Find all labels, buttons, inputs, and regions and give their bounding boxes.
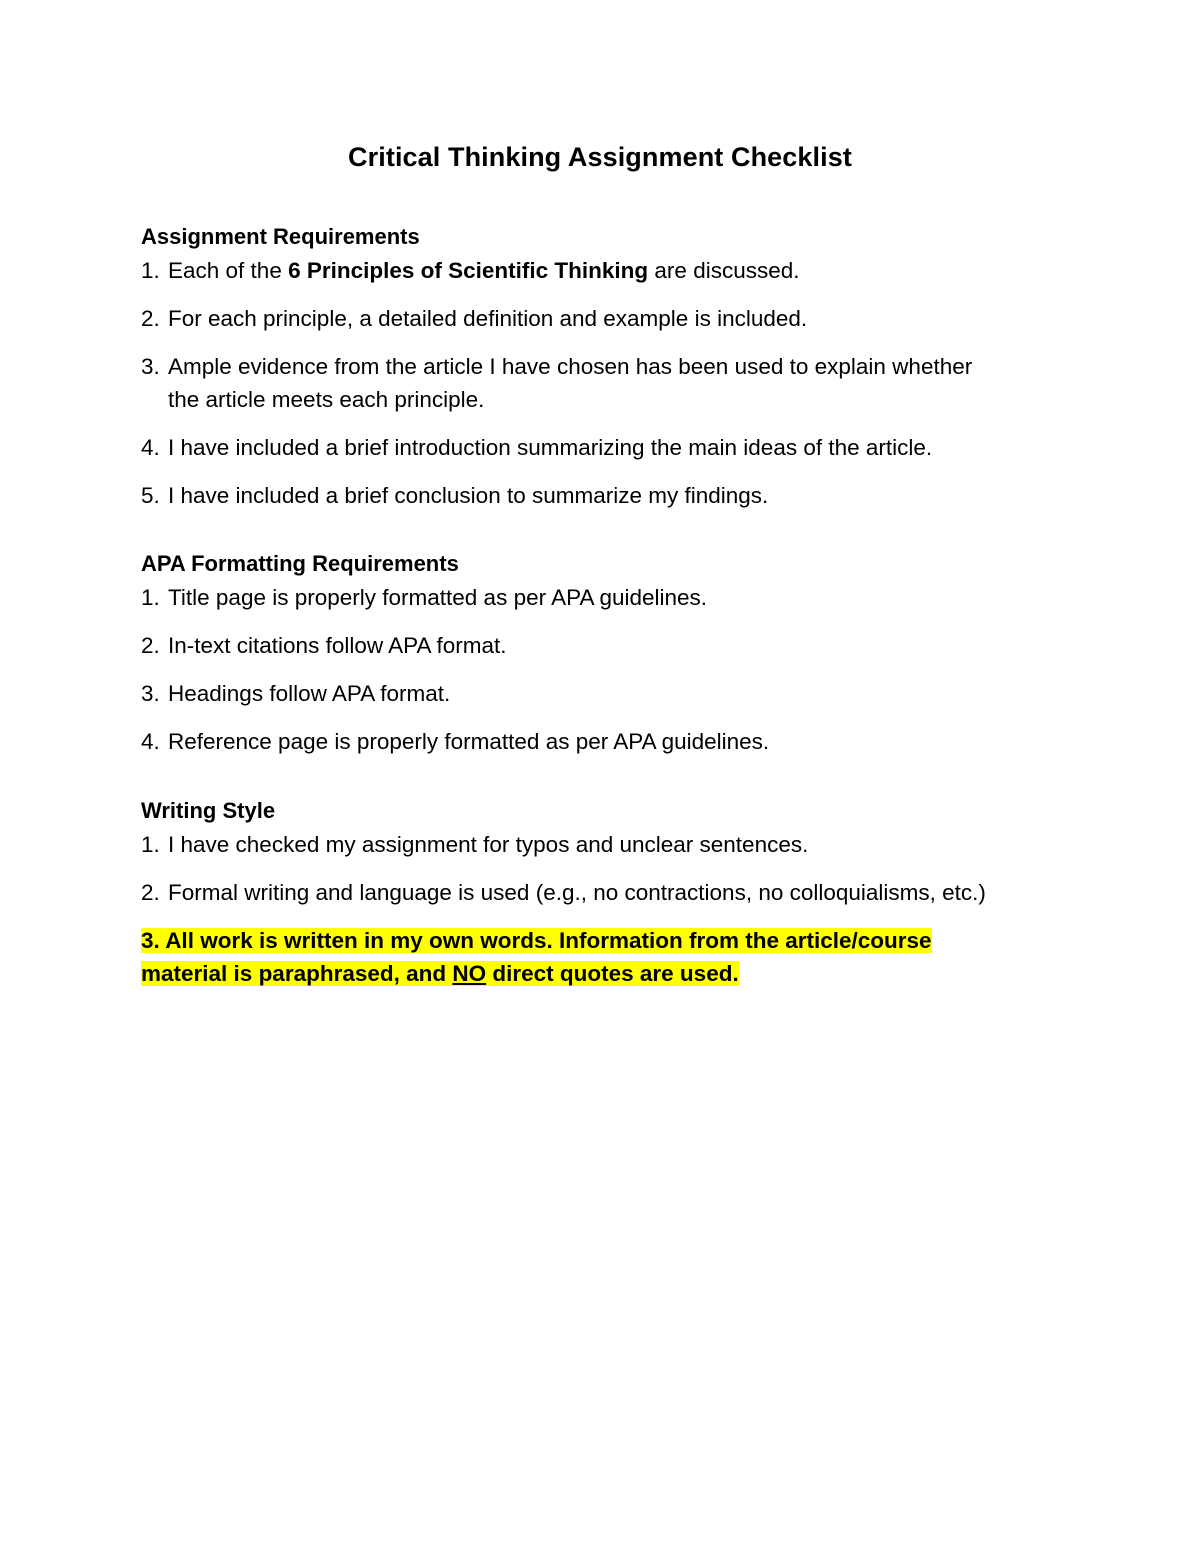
- item-number: 3.: [141, 354, 160, 379]
- item-number: 3.: [141, 681, 160, 706]
- item-text: In-text citations follow APA format.: [168, 633, 507, 658]
- item-text: Formal writing and language is used (e.g., no contractions, no colloquialisms, etc.): [168, 880, 986, 905]
- item-number: 4.: [141, 729, 160, 754]
- section-assignment-requirements: [141, 220, 1061, 512]
- document-title: Critical Thinking Assignment Checklist: [348, 142, 852, 172]
- list-item: [141, 828, 1061, 861]
- highlighted-list-item: [141, 924, 1021, 990]
- item-number: 1.: [141, 258, 160, 283]
- section-heading: APA Formatting Requirements: [141, 551, 459, 576]
- item-text-post: direct quotes are used.: [486, 961, 739, 986]
- item-text: Reference page is properly formatted as per APA guidelines.: [168, 729, 770, 754]
- section-writing-style: [141, 794, 1061, 990]
- list-item: [141, 350, 1061, 416]
- item-text: I have checked my assignment for typos and unclear sentences.: [168, 832, 809, 857]
- item-text: I have included a brief conclusion to summarize my findings.: [168, 483, 769, 508]
- list-item: [141, 302, 1061, 335]
- item-text-underlined: NO: [452, 961, 487, 986]
- list-item: [141, 629, 1061, 662]
- item-text: I have included a brief introduction summarizing the main ideas of the article.: [168, 435, 933, 460]
- item-number: 5.: [141, 483, 160, 508]
- section-heading: Writing Style: [141, 798, 276, 823]
- item-text-pre: All work is written in my own words. Information from the article/course material is paraphrased, and: [141, 928, 932, 986]
- item-number: 4.: [141, 435, 160, 460]
- item-text: For each principle, a detailed definition and example is included.: [168, 306, 808, 331]
- item-text: Title page is properly formatted as per APA guidelines.: [168, 585, 708, 610]
- highlight-span: [141, 928, 932, 986]
- list-item: [141, 725, 1061, 758]
- list-item: [141, 876, 1061, 909]
- item-number: 2.: [141, 880, 160, 905]
- item-text: Ample evidence from the article I have chosen has been used to explain whether the article meets each principle.: [168, 354, 973, 412]
- item-text: Headings follow APA format.: [168, 681, 451, 706]
- item-text-bold: 6 Principles of Scientific Thinking: [288, 258, 649, 283]
- item-number: 2.: [141, 306, 160, 331]
- list-item: [141, 479, 1061, 512]
- list-item: [141, 677, 1061, 710]
- item-text-post: are discussed.: [648, 258, 800, 283]
- item-number: 2.: [141, 633, 160, 658]
- section-apa-formatting: [141, 547, 1061, 758]
- item-text: [168, 254, 1061, 287]
- item-number: 1.: [141, 585, 160, 610]
- item-text-pre: Each of the: [168, 258, 289, 283]
- list-item: [141, 581, 1061, 614]
- item-number: 3.: [141, 928, 160, 953]
- item-number: 1.: [141, 832, 160, 857]
- list-item: [141, 431, 1061, 464]
- section-heading: Assignment Requirements: [141, 224, 420, 249]
- list-item: [141, 254, 1061, 287]
